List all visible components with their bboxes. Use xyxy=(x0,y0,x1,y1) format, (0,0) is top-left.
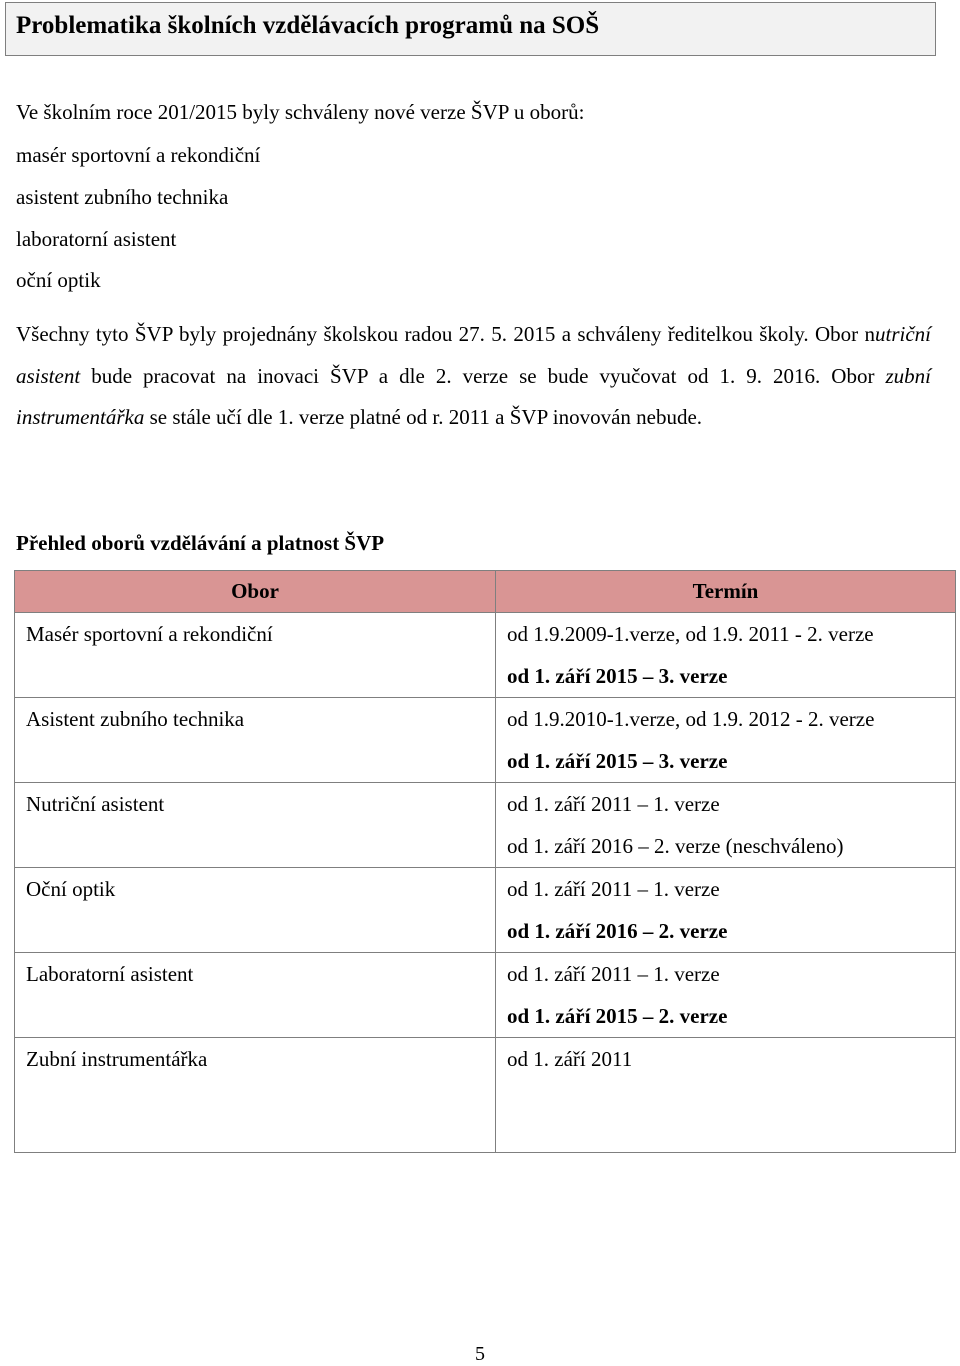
title-box xyxy=(5,2,936,56)
obor-cell: Masér sportovní a rekondiční xyxy=(15,613,496,698)
field-item: asistent zubního technika xyxy=(16,185,229,209)
table-row xyxy=(15,698,956,783)
obor-cell: Laboratorní asistent xyxy=(15,953,496,1038)
table-row xyxy=(15,953,956,1038)
page-title: Problematika školních vzdělávacích programů na SOŠ xyxy=(16,12,600,39)
termin-cell: od 1. září 2011 – 1. verze od 1. září 2016 – 2. verze (neschváleno) xyxy=(496,783,956,868)
field-item: oční optik xyxy=(16,268,101,292)
overview-heading: Přehled oborů vzdělávání a platnost ŠVP xyxy=(16,531,385,555)
column-header-obor: Obor xyxy=(15,571,496,613)
field-item: laboratorní asistent xyxy=(16,227,177,251)
termin-cell: od 1. září 2011 – 1. verze od 1. září 2015 – 2. verze xyxy=(496,953,956,1038)
overview-table xyxy=(14,570,956,1153)
termin-cell: od 1. září 2011 xyxy=(496,1038,956,1153)
intro-text: Ve školním roce 201/2015 byly schváleny nové verze ŠVP u oborů: xyxy=(16,100,585,124)
table-row xyxy=(15,613,956,698)
page-number: 5 xyxy=(475,1343,485,1365)
obor-cell: Asistent zubního technika xyxy=(15,698,496,783)
table-row xyxy=(15,783,956,868)
approval-paragraph: Všechny tyto ŠVP byly projednány školskou radou 27. 5. 2015 a schváleny ředitelkou školy. Obor nutriční asistent bude pracovat na inovaci ŠVP a dle 2. verze se bude vyučovat od 1. 9. 2016. Obor zubní instrumentářka se stále učí dle 1. verze platné od r. 2011 a ŠVP inovován nebude. xyxy=(16,322,931,429)
termin-cell: od 1.9.2010-1.verze, od 1.9. 2012 - 2. verze od 1. září 2015 – 3. verze xyxy=(496,698,956,783)
obor-cell: Oční optik xyxy=(15,868,496,953)
table-row xyxy=(15,1038,956,1153)
field-item: masér sportovní a rekondiční xyxy=(16,143,261,167)
termin-cell: od 1.9.2009-1.verze, od 1.9. 2011 - 2. verze od 1. září 2015 – 3. verze xyxy=(496,613,956,698)
obor-cell: Nutriční asistent xyxy=(15,783,496,868)
table-header-row xyxy=(15,571,956,613)
obor-cell: Zubní instrumentářka xyxy=(15,1038,496,1153)
table-row xyxy=(15,868,956,953)
column-header-termin: Termín xyxy=(496,571,956,613)
termin-cell: od 1. září 2011 – 1. verze od 1. září 2016 – 2. verze xyxy=(496,868,956,953)
